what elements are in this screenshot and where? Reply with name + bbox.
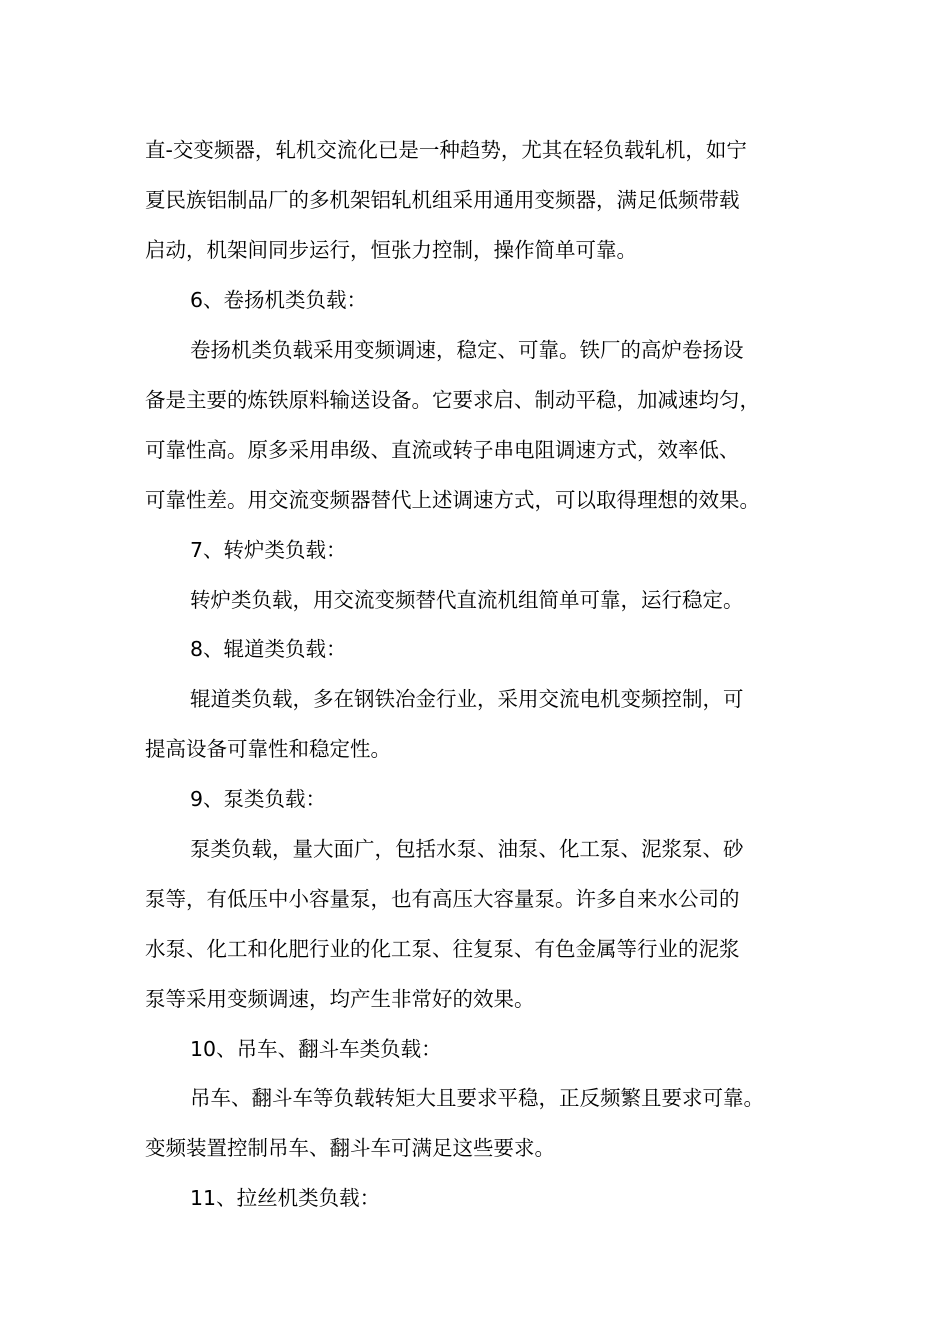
- paragraph-line: 启动，机架间同步运行，恒张力控制，操作简单可靠。: [145, 238, 637, 262]
- paragraph-line: 提高设备可靠性和稳定性。: [145, 737, 391, 761]
- paragraph-line: 泵等，有低压中小容量泵，也有高压大容量泵。许多自来水公司的: [145, 887, 740, 911]
- paragraph-line: 可靠性差。用交流变频器替代上述调速方式，可以取得理想的效果。: [145, 488, 760, 512]
- paragraph-line: 变频装置控制吊车、翻斗车可满足这些要求。: [145, 1136, 555, 1160]
- paragraph-line: 泵等采用变频调速，均产生非常好的效果。: [145, 987, 535, 1011]
- paragraph-line: 水泵、化工和化肥行业的化工泵、往复泵、有色金属等行业的泥浆: [145, 937, 740, 961]
- section-heading-7: 7、转炉类负载：: [190, 538, 347, 562]
- section-heading-11: 11、拉丝机类负载：: [190, 1186, 381, 1210]
- paragraph-line: 辊道类负载，多在钢铁冶金行业，采用交流电机变频控制，可: [190, 687, 744, 711]
- paragraph-line: 卷扬机类负载采用变频调速，稳定、可靠。铁厂的高炉卷扬设: [190, 338, 744, 362]
- section-heading-10: 10、吊车、翻斗车类负载：: [190, 1037, 442, 1061]
- paragraph-line: 转炉类负载，用交流变频替代直流机组简单可靠，运行稳定。: [190, 588, 744, 612]
- paragraph-line: 备是主要的炼铁原料输送设备。它要求启、制动平稳，加减速均匀，: [145, 388, 760, 412]
- paragraph-line: 泵类负载，量大面广，包括水泵、油泵、化工泵、泥浆泵、砂: [190, 837, 744, 861]
- paragraph-line: 直-交变频器，轧机交流化已是一种趋势，尤其在轻负载轧机，如宁: [145, 138, 747, 162]
- paragraph-line: 夏民族铝制品厂的多机架铝轧机组采用通用变频器，满足低频带载: [145, 188, 740, 212]
- section-heading-9: 9、泵类负载：: [190, 787, 327, 811]
- paragraph-line: 可靠性高。原多采用串级、直流或转子串电阻调速方式，效率低、: [145, 438, 740, 462]
- paragraph-line: 吊车、翻斗车等负载转矩大且要求平稳，正反频繁且要求可靠。: [190, 1086, 764, 1110]
- section-heading-8: 8、辊道类负载：: [190, 637, 347, 661]
- section-heading-6: 6、卷扬机类负载：: [190, 288, 368, 312]
